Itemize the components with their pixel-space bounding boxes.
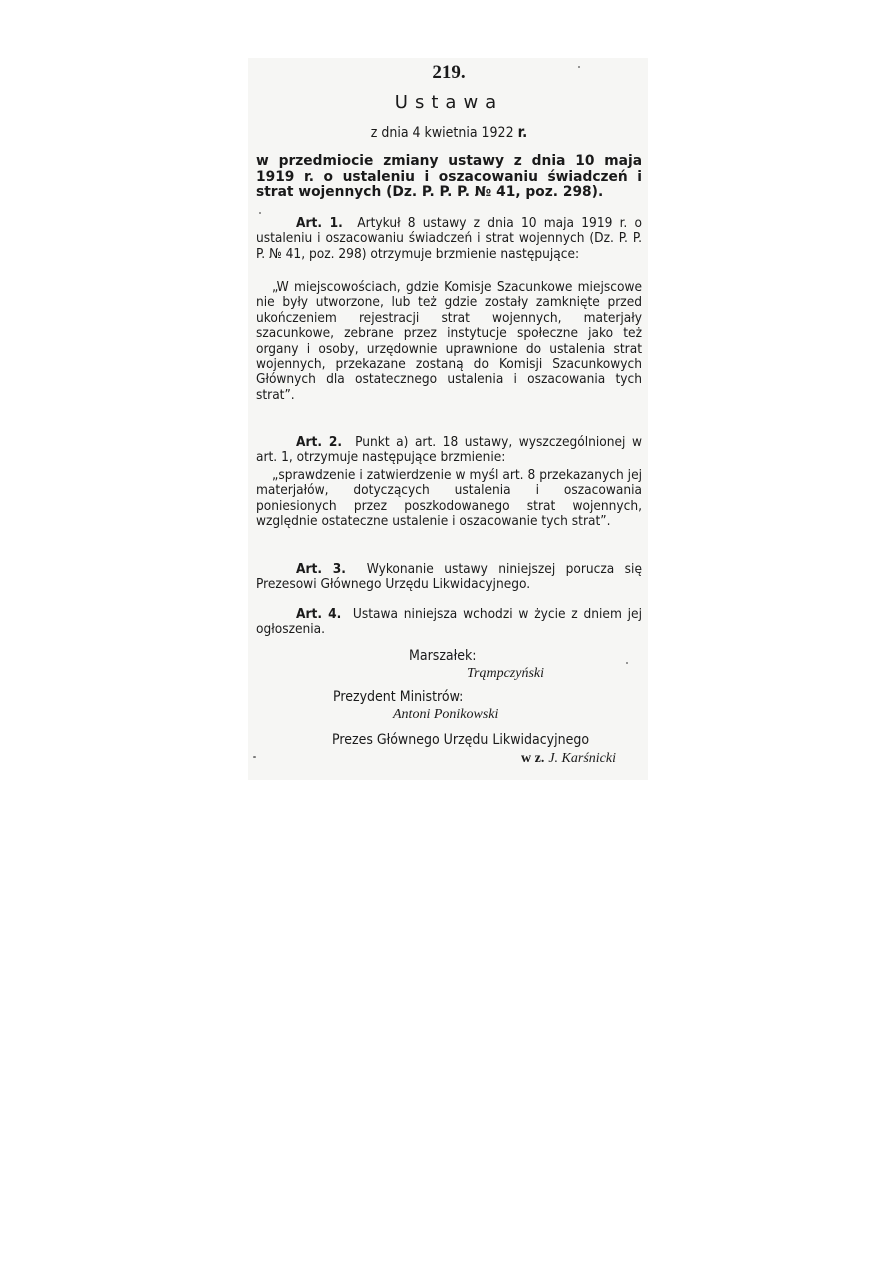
signature-role: Prezydent Ministrów: — [333, 689, 464, 705]
scan-speck — [253, 756, 256, 758]
article-4 — [256, 607, 642, 638]
signature-name: Trąmpczyński — [467, 666, 544, 681]
signature-prefix: w z. — [521, 751, 545, 766]
signature-role: Marszałek: — [409, 648, 477, 664]
act-subject: w przedmiocie zmiany ustawy z dnia 10 maja 1919 r. o ustaleniu i oszacowaniu świadczeń i strat wojennych (Dz. P. P. P. № 41, poz. 298). — [256, 153, 642, 201]
act-title: Ustawa — [394, 92, 504, 113]
signature-name: Antoni Ponikowski — [393, 707, 499, 722]
signature-role: Prezes Głównego Urzędu Likwidacyjnego — [332, 732, 590, 748]
article-2 — [256, 435, 642, 466]
article-text: Wykonanie ustawy niniejszej porucza się Prezesowi Głównego Urzędu Likwidacyjnego. — [256, 561, 642, 593]
article-text: Punkt a) art. 18 ustawy, wyszczególnionej w art. 1, otrzymuje następujące brzmienie: — [256, 434, 642, 466]
signature-line — [521, 750, 616, 767]
act-date-suffix: r. — [517, 123, 528, 141]
article-3 — [256, 562, 642, 593]
article-2-quote: „sprawdzenie i zatwierdzenie w myśl art. 8 przekazanych jej materjałów, dotyczących ustalenia i oszacowania poniesionych przez poszkodowanego strat wojennych, względnie ostateczne ustalenie i oszacowanie tych strat”. — [256, 467, 642, 530]
signature-name: J. Karśnicki — [548, 751, 616, 766]
article-1-quote: „W miejscowościach, gdzie Komisje Szacunkowe miejscowe nie były utworzone, lub też gdzie zostały zamknięte przed ukończeniem rejestracji strat wojennych, materjały szacunkowe, zebrane przez instytucje społeczne jako też organy i osoby, urzędownie uprawnione do ustalenia strat wojennych, przekazane zostaną do Komisji Szacunkowych Głównych dla ostatecznego ustalenia i oszacowania tych strat”. — [256, 279, 642, 403]
article-text: Artykuł 8 ustawy z dnia 10 maja 1919 r. o ustaleniu i oszacowaniu świadczeń i strat wojennych (Dz. P. P. P. № 41, poz. 298) otrzymuje brzmienie następujące: — [256, 215, 642, 262]
article-label: Art. 2. — [296, 434, 343, 450]
scan-speck — [626, 662, 628, 664]
article-label: Art. 4. — [296, 606, 342, 622]
scan-speck — [578, 66, 580, 68]
act-date-text: z dnia 4 kwietnia 1922 — [370, 125, 514, 141]
article-label: Art. 1. — [296, 215, 343, 231]
article-text: Ustawa niniejsza wchodzi w życie z dniem jej ogłoszenia. — [256, 606, 642, 638]
scan-speck — [259, 212, 261, 214]
act-date — [256, 123, 642, 141]
article-1 — [256, 216, 642, 262]
article-label: Art. 3. — [296, 561, 346, 577]
act-number: 219. — [432, 62, 466, 83]
